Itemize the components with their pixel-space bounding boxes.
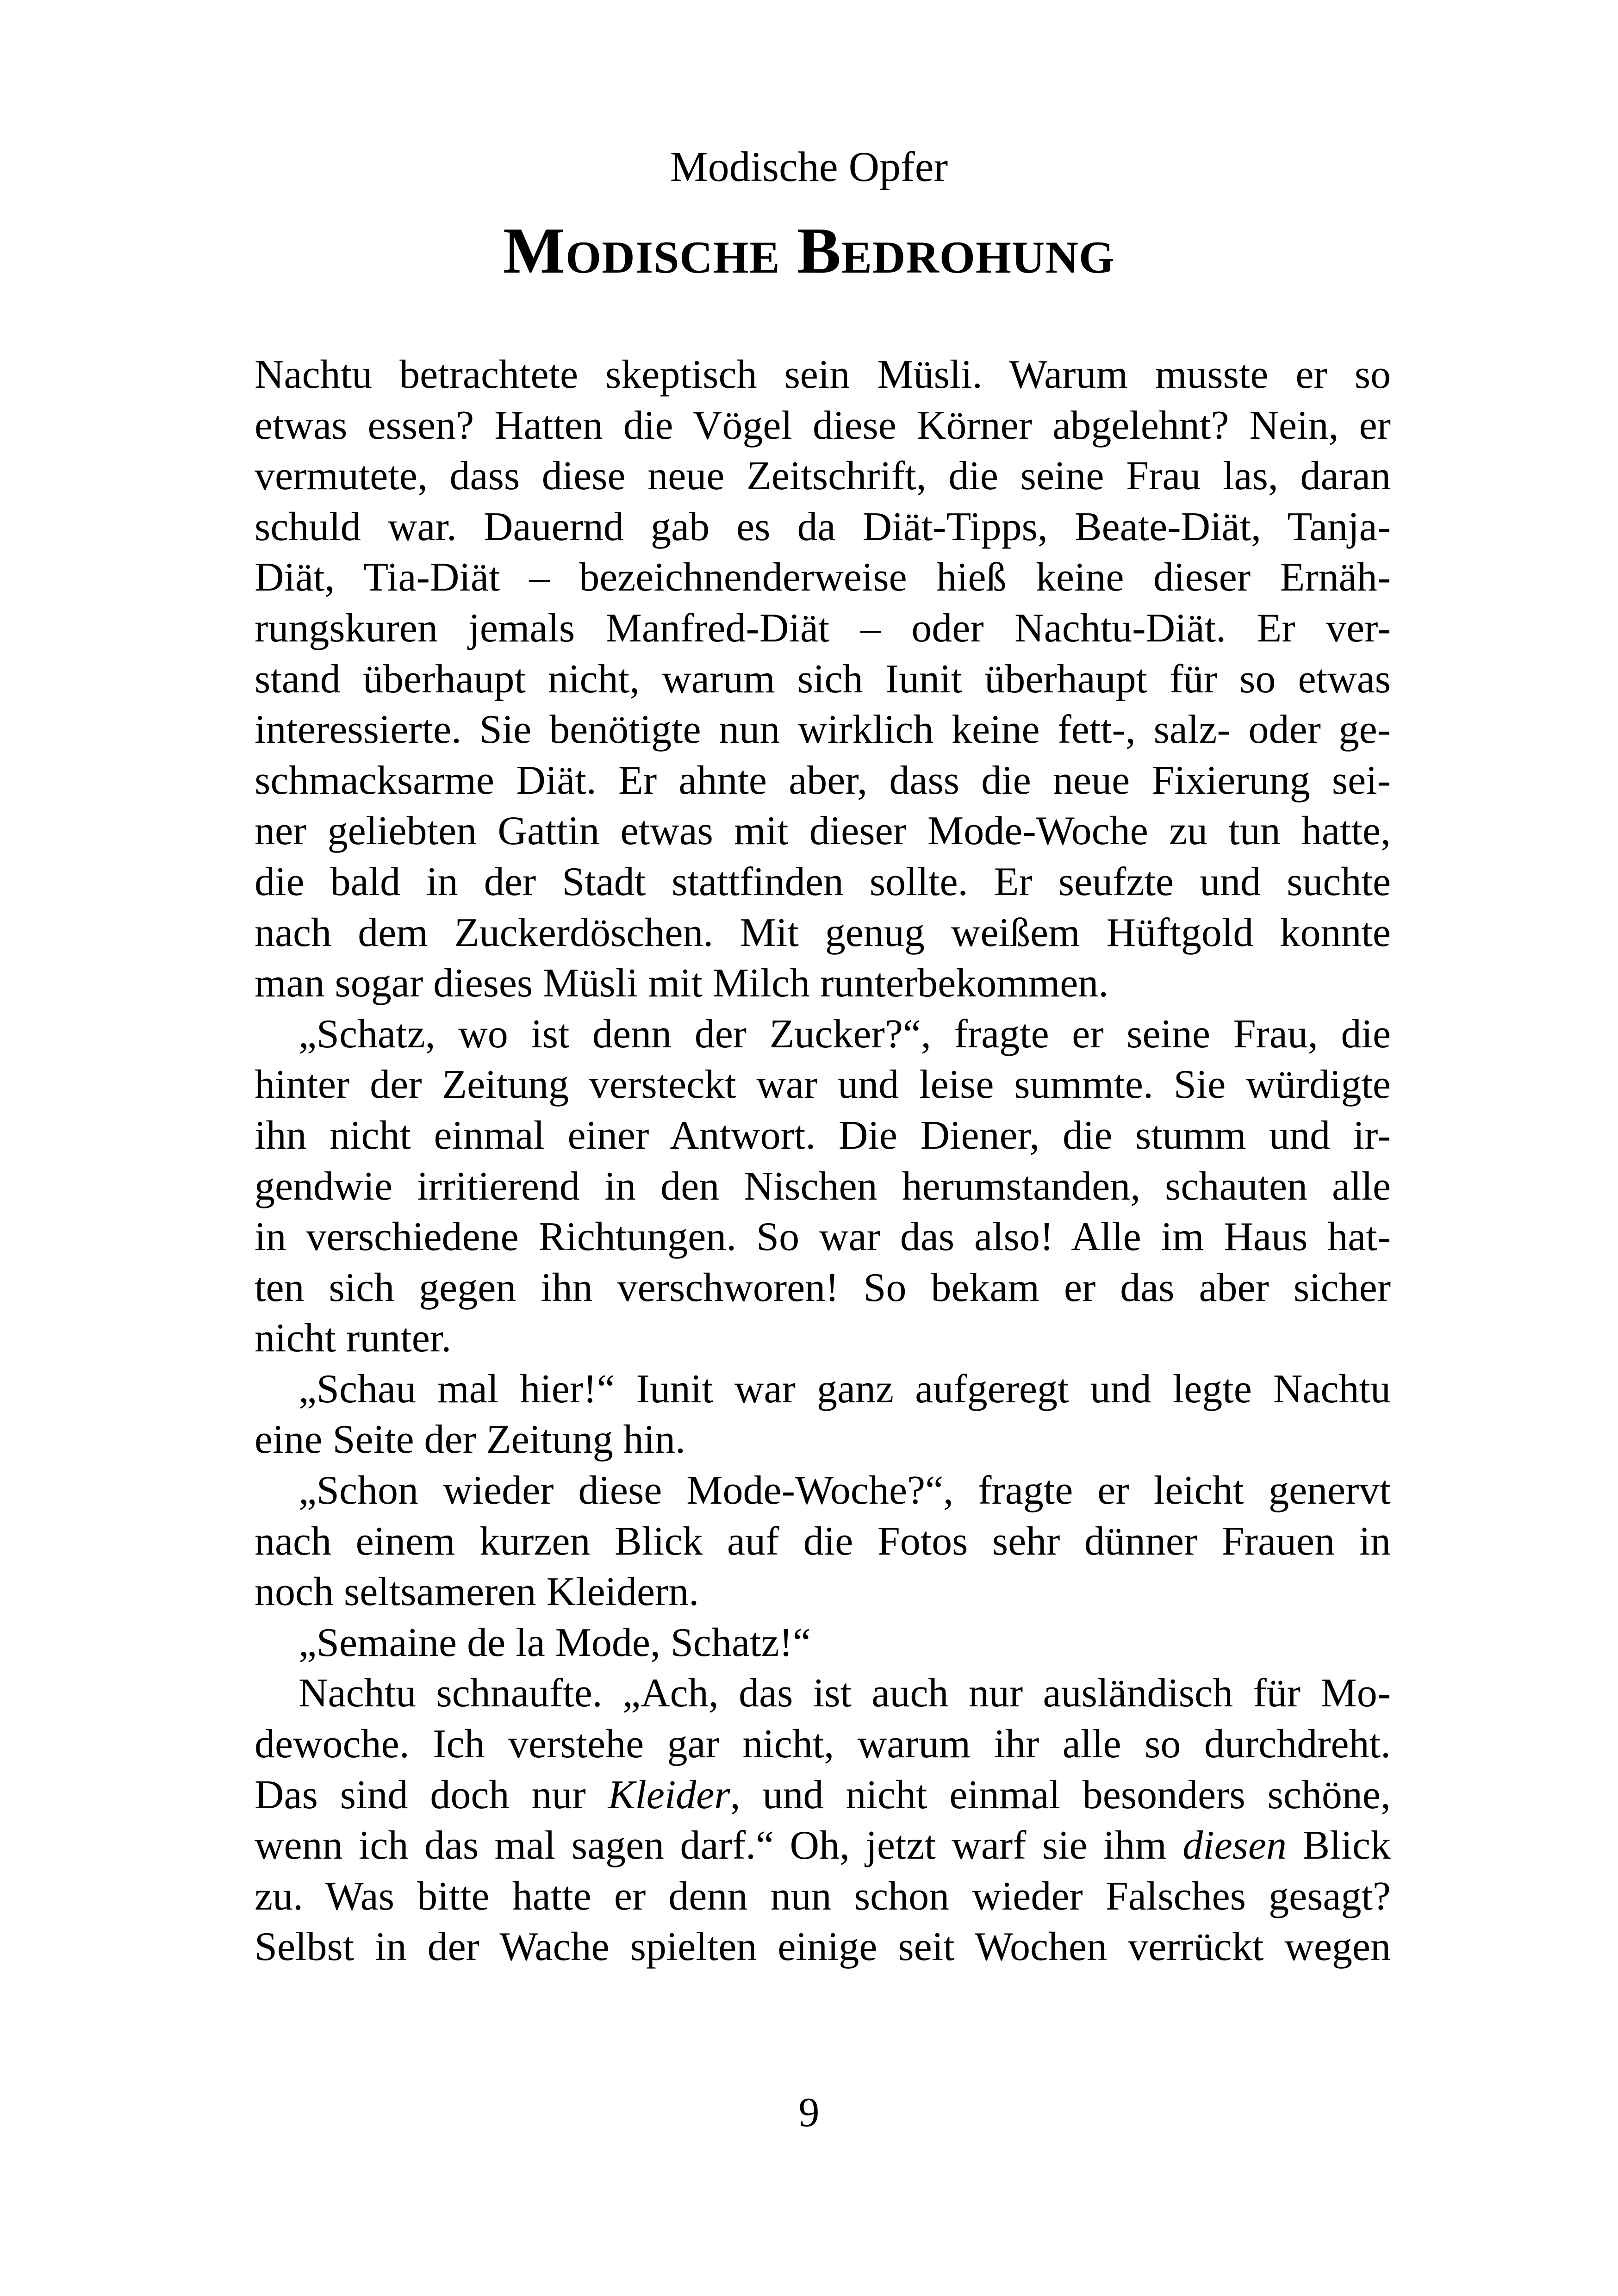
text-line: „Schon wieder diese Mode-Woche?“, fragte er leicht genervt: [299, 1468, 1391, 1513]
text-line: in verschiedene Richtungen. So war das also! Alle im Haus hat-: [255, 1214, 1391, 1260]
text-line: stand überhaupt nicht, warum sich Iunit überhaupt für so etwas: [255, 656, 1391, 702]
text-line: vermutete, dass diese neue Zeitschrift, die seine Frau las, daran: [255, 454, 1391, 499]
text-run: wenn ich das mal sagen darf.“ Oh, jetzt warf sie ihm: [255, 1823, 1183, 1868]
text-line: Nachtu betrachtete skeptisch sein Müsli. Warum musste er so: [255, 352, 1391, 397]
text-line: „Semaine de la Mode, Schatz!“: [299, 1620, 811, 1665]
text-line: schmacksarme Diät. Er ahnte aber, dass die neue Fixierung sei-: [255, 758, 1391, 803]
text-run: Blick: [1287, 1823, 1391, 1868]
text-line: Selbst in der Wache spielten einige seit Wochen verrückt wegen: [255, 1924, 1391, 1970]
text-line: ner geliebten Gattin etwas mit dieser Mode-Woche zu tun hatte,: [255, 809, 1391, 854]
page-number: 9: [798, 2090, 820, 2135]
text-line: rungskuren jemals Manfred-Diät – oder Nachtu-Diät. Er ver-: [255, 605, 1391, 651]
text-line: eine Seite der Zeitung hin.: [255, 1417, 686, 1462]
body-text: [255, 349, 1391, 1972]
text-line: nach einem kurzen Blick auf die Fotos sehr dünner Frauen in: [255, 1518, 1391, 1564]
text-line: gendwie irritierend in den Nischen herumstanden, schauten alle: [255, 1164, 1391, 1209]
text-run: , und nicht einmal besonders schöne,: [730, 1772, 1391, 1817]
text-line: die bald in der Stadt stattfinden sollte. Er seufzte und suchte: [255, 859, 1391, 904]
text-line: nach dem Zuckerdöschen. Mit genug weißem Hüftgold konnte: [255, 910, 1391, 955]
text-line: man sogar dieses Müsli mit Milch runterbekommen.: [255, 961, 1109, 1006]
emphasis-text: Kleider: [608, 1772, 730, 1817]
text-line: nicht runter.: [255, 1316, 452, 1361]
text-line: ten sich gegen ihn verschworen! So bekam er das aber sicher: [255, 1265, 1391, 1310]
text-line: [255, 1770, 1391, 1821]
text-line: „Schau mal hier!“ Iunit war ganz aufgeregt und legte Nachtu: [299, 1366, 1391, 1412]
running-head: Modische Opfer: [670, 143, 948, 190]
text-line: „Schatz, wo ist denn der Zucker?“, fragte er seine Frau, die: [299, 1011, 1391, 1057]
text-line: zu. Was bitte hatte er denn nun schon wieder Falsches gesagt?: [255, 1873, 1391, 1919]
text-line: noch seltsameren Kleidern.: [255, 1569, 699, 1615]
text-line: etwas essen? Hatten die Vögel diese Körner abgelehnt? Nein, er: [255, 403, 1391, 448]
text-line: schuld war. Dauernd gab es da Diät-Tipps, Beate-Diät, Tanja-: [255, 504, 1391, 549]
text-line: Diät, Tia-Diät – bezeichnenderweise hieß keine dieser Ernäh-: [255, 555, 1391, 600]
chapter-title: Modische Bedrohung: [503, 214, 1115, 287]
text-line: Nachtu schnaufte. „Ach, das ist auch nur ausländisch für Mo-: [299, 1671, 1391, 1716]
text-line: [255, 1820, 1391, 1871]
text-line: ihn nicht einmal einer Antwort. Die Diener, die stumm und ir-: [255, 1113, 1391, 1158]
text-line: hinter der Zeitung versteckt war und leise summte. Sie würdigte: [255, 1062, 1391, 1108]
text-line: interessierte. Sie benötigte nun wirklich keine fett-, salz- oder ge-: [255, 707, 1391, 753]
text-run: Das sind doch nur: [255, 1772, 608, 1817]
text-line: dewoche. Ich verstehe gar nicht, warum ihr alle so durchdreht.: [255, 1722, 1391, 1767]
emphasis-text: diesen: [1182, 1823, 1287, 1868]
